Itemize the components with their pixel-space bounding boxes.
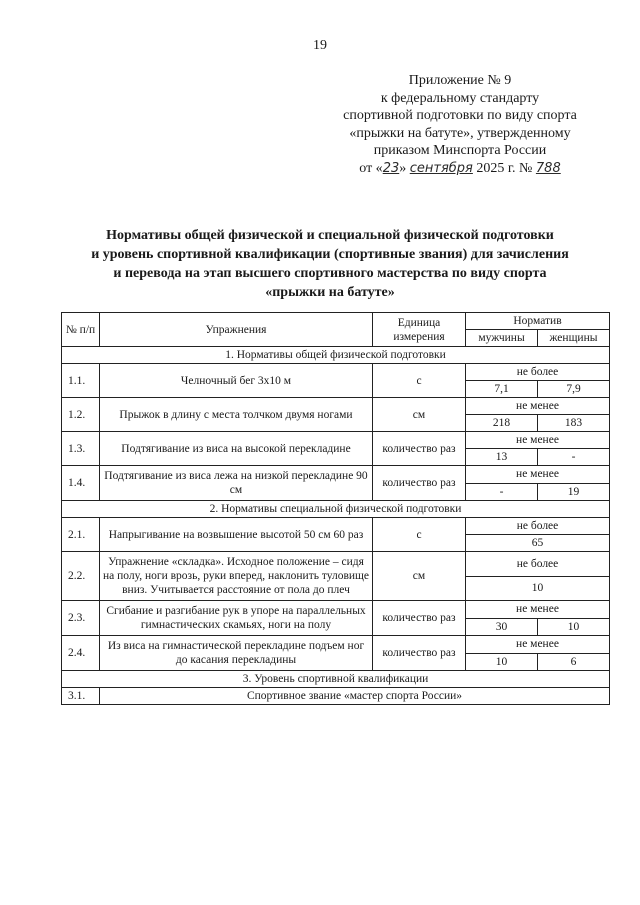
norm-condition: не менее (466, 601, 610, 619)
section-row (62, 347, 610, 364)
header-men: мужчины (466, 330, 538, 347)
section-title: 1. Нормативы общей физической подготовки (62, 347, 610, 364)
norm-condition: не более (466, 518, 610, 535)
unit: с (373, 518, 466, 552)
table-row (62, 466, 610, 484)
value-both: 65 (466, 535, 610, 552)
appendix-block (330, 72, 590, 177)
row-number: 3.1. (62, 688, 100, 705)
norm-condition: не менее (466, 432, 610, 449)
standards-table (61, 312, 610, 705)
norm-condition: не менее (466, 636, 610, 654)
value-men: 7,1 (466, 381, 538, 398)
row-number: 1.3. (62, 432, 100, 466)
table-row (62, 601, 610, 619)
appendix-line: приказом Минспорта России (373, 143, 547, 158)
unit: с (373, 364, 466, 398)
exercise-name: Челночный бег 3х10 м (100, 364, 373, 398)
exercise-name: Подтягивание из виса лежа на низкой перекладине 90 см (100, 466, 373, 501)
exercise-name: Прыжок в длину с места толчком двумя ногами (100, 398, 373, 432)
row-number: 1.4. (62, 466, 100, 501)
header-norm: Норматив (466, 313, 610, 330)
value-men: 30 (466, 618, 538, 636)
unit: см (373, 552, 466, 601)
section-row (62, 501, 610, 518)
exercise-name: Из виса на гимнастической перекладине подъем ног до касания перекладины (100, 636, 373, 671)
page-number: 19 (313, 38, 327, 53)
row-number: 2.4. (62, 636, 100, 671)
header-exercise: Упражнения (100, 313, 373, 347)
date-mid: » (399, 160, 407, 176)
table-row (62, 688, 610, 705)
table-header-row (62, 313, 610, 330)
qualification-text: Спортивное звание «мастер спорта России» (100, 688, 610, 705)
section-title: 2. Нормативы специальной физической подготовки (62, 501, 610, 518)
unit: количество раз (373, 601, 466, 636)
value-men: 218 (466, 415, 538, 432)
norm-condition: не менее (466, 466, 610, 484)
handwritten-month: сентября (409, 160, 473, 176)
order-date-line (330, 160, 590, 178)
date-prefix: от « (359, 160, 383, 176)
appendix-line: спортивной подготовки по виду спорта (343, 108, 577, 123)
title-line: Нормативы общей физической и специальной физической подготовки (106, 228, 554, 243)
row-number: 2.2. (62, 552, 100, 601)
title-line: и уровень спортивной квалификации (спортивные звания) для зачисления (91, 247, 569, 262)
appendix-line: Приложение № 9 (408, 73, 512, 88)
norm-condition: не менее (466, 398, 610, 415)
exercise-name: Напрыгивание на возвышение высотой 50 см 60 раз (100, 518, 373, 552)
row-number: 2.1. (62, 518, 100, 552)
row-number: 1.2. (62, 398, 100, 432)
exercise-name: Подтягивание из виса на высокой перекладине (100, 432, 373, 466)
handwritten-day: 23 (382, 160, 400, 176)
header-women: женщины (538, 330, 610, 347)
unit: количество раз (373, 432, 466, 466)
value-women: 19 (538, 483, 610, 501)
value-both: 10 (466, 576, 610, 601)
header-unit: Единица измерения (373, 313, 466, 347)
value-men: 10 (466, 653, 538, 671)
value-women: - (538, 449, 610, 466)
norm-condition: не более (466, 364, 610, 381)
value-women: 183 (538, 415, 610, 432)
row-number: 1.1. (62, 364, 100, 398)
unit: количество раз (373, 466, 466, 501)
year-text: 2025 г. № (476, 160, 533, 176)
table-row (62, 552, 610, 577)
document-title (40, 226, 620, 302)
row-number: 2.3. (62, 601, 100, 636)
table-row (62, 518, 610, 535)
unit: см (373, 398, 466, 432)
value-men: 13 (466, 449, 538, 466)
title-line: «прыжки на батуте» (265, 285, 395, 300)
exercise-name: Сгибание и разгибание рук в упоре на параллельных гимнастических скамьях, ноги на полу (100, 601, 373, 636)
title-line: и перевода на этап высшего спортивного мастерства по виду спорта (113, 266, 547, 281)
appendix-line: к федеральному стандарту (380, 90, 540, 106)
value-women: 6 (538, 653, 610, 671)
norm-condition: не более (466, 552, 610, 577)
table-row (62, 636, 610, 654)
table-row (62, 432, 610, 449)
section-row (62, 671, 610, 688)
handwritten-order-number: 788 (535, 160, 561, 176)
value-women: 10 (538, 618, 610, 636)
table-row (62, 398, 610, 415)
header-num: № п/п (62, 313, 100, 347)
exercise-name: Упражнение «складка». Исходное положение – сидя на полу, ноги врозь, руки вперед, наклонить туловище вниз. Учитывается расстояние от пола до плеч (100, 552, 373, 601)
value-women: 7,9 (538, 381, 610, 398)
appendix-line: «прыжки на батуте», утвержденному (349, 125, 571, 141)
table-row (62, 364, 610, 381)
value-men: - (466, 483, 538, 501)
section-title: 3. Уровень спортивной квалификации (62, 671, 610, 688)
unit: количество раз (373, 636, 466, 671)
